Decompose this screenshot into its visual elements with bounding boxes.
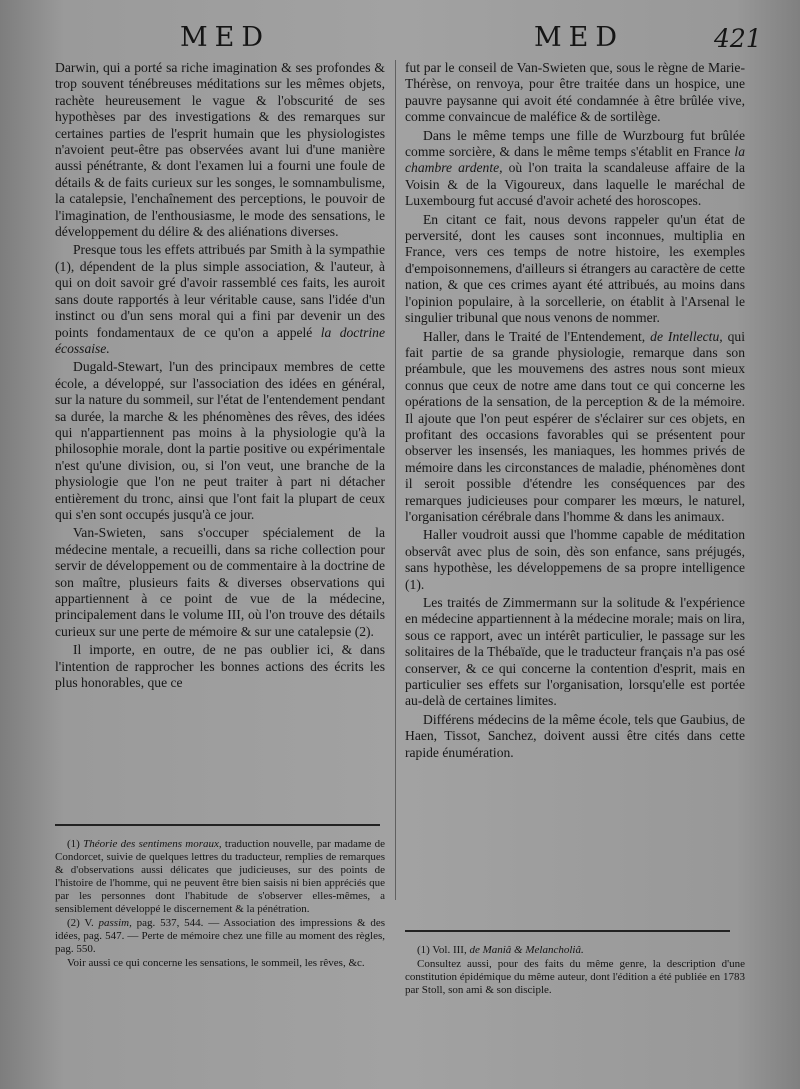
running-head-right: MED (534, 22, 625, 53)
paragraph (55, 242, 385, 357)
footnotes-left (55, 838, 385, 971)
paragraph: Haller voudroit aussi que l'homme capable de méditation observât avec plus de soin, dès son enfance, sans préjugés, sans hypothèse, les développemens de sa propre intelligence (1). (405, 527, 745, 592)
paragraph (405, 329, 745, 526)
footnote (55, 917, 385, 956)
footnote (405, 944, 745, 957)
paragraph: Les traités de Zimmermann sur la solitude & l'expérience en médecine appartiennent à la médecine morale; mais on lira, sous ce rapport, avec un intérêt particulier, le passage sur les solitaires de la Thébaïde, que le traducteur français n'a pas osé conserver, & ce qui concerne la contention d'esprit, mais en particulier ses effets sur l'organisation, lorsqu'elle est portée au-delà de certaines limites. (405, 595, 745, 709)
italic-phrase: la chambre ardente, (405, 144, 745, 176)
paragraph: En citant ce fait, nous devons rappeler qu'un état de perversité, dont les causes sont inconnues, multiplia en France, vers ces temps de notre histoire, les exemples d'empoisonnemens, d'ailleurs si étrangers au caractère de cette nation, & que ces crimes ayant été attribués, au moins dans l'opinion populaire, à la sorcellerie, on établit à l'Arsenal le singulier tribunal que nous venons de nommer. (405, 211, 745, 326)
footnote (55, 838, 385, 916)
footnote-text: traduction nouvelle, par madame de Condorcet, suivie de quelques lettres du traducteur, remplies de remarques & d'observations aussi délicates que judicieuses, sur des points de l'histoire de l'homme, qui ne peuvent être bien saisis ni bien appréciés que par les personnes dont l'habitude de s'observer elles-mêmes, a sensiblement développé le discernement & la pénétration. (55, 838, 385, 915)
paragraph: Différens médecins de la même école, tels que Gaubius, de Haen, Tissot, Sanchez, doivent aussi être cités dans cette rapide énumération. (405, 711, 745, 760)
paragraph-text: Dans le même temps une fille de Wurzbourg fut brûlée comme sorcière, & dans le même temps s'établit en France (405, 127, 745, 160)
paragraph-text: Presque tous les effets attribués par Smith à la sympathie (1), dépendent de la plus simple association, & l'auteur, à qui on doit savoir gré d'avoir rassemblé ces faits, les auroit sans doute rapportés à leur véritable cause, sans l'idée d'un instinct ou d'un sens moral qui a fini par devenir un des points fondamentaux de ce qu'on a appelé (55, 242, 385, 340)
italic-phrase: de Intellectu, (650, 328, 723, 344)
footnote-rule-left (55, 824, 380, 826)
footnote-rule-right (405, 930, 730, 932)
italic-phrase: passim, (98, 917, 132, 929)
right-column (405, 60, 745, 763)
footnote: Voir aussi ce qui concerne les sensations, le sommeil, les rêves, &c. (67, 957, 365, 969)
paragraph: Dugald-Stewart, l'un des principaux membres de cette école, a développé, sur l'association des idées en général, sur la nature du sommeil, sur l'état de l'entendement pendant sa durée, la marche & les phénomènes des rêves, des idées qui n'appartiennent pas moins à la physiologie qu'à la philosophie morale, dont la partie positive ou expérimentale n'est qu'une division, ou, si l'on veut, une branche de la physiologie que l'on ne peut traiter à part ni détacher entièrement du tronc, ainsi que l'ont fait la plupart de ceux qui s'en sont occupés jusqu'à ce jour. (55, 359, 385, 522)
paragraph: Il importe, en outre, de ne pas oublier ici, & dans l'intention de rapprocher les bonnes actions des écrits les plus honorables, que ce (55, 642, 385, 691)
paragraph: Darwin, qui a porté sa riche imagination & ses profondes & trop souvent ténébreuses méditations sur les mêmes objets, rachète heureusement le vague & l'obscurité de ses hypothèses par des investigations & des remarques sur certaines parties de l'esprit humain que les physiologistes n'avoient peut-être pas observées avant lui d'une manière aussi pénétrante, & dont l'examen lui a fourni une foule de détails & de faits curieux sur les songes, le somnambulisme, la catalepsie, l'enchaînement des perceptions, le pouvoir de l'imagination, de l'enthousiasme, le mode des sensations, le développement du délire & des aliénations diverses. (55, 60, 385, 240)
footnote-text: (2) V. (67, 917, 94, 929)
paragraph (405, 128, 745, 210)
paragraph: fut par le conseil de Van-Swieten que, sous le règne de Marie-Thérèse, on renvoya, pour être traitée dans un hospice, une pauvre paysanne qui avoit été condamnée à être brûlée vive, comme convaincue de maléfice & de sortilège. (405, 60, 745, 125)
italic-phrase: la doctrine écossaise. (55, 324, 385, 356)
column-divider (395, 60, 396, 900)
running-head-left: MED (180, 22, 271, 53)
paragraph-text: Haller, dans le Traité de l'Entendement, (423, 328, 646, 344)
left-column (55, 60, 385, 693)
italic-phrase: de Maniâ & Melancholiâ. (469, 944, 584, 956)
footnote-marker: (1) (67, 838, 80, 850)
footnotes-right (405, 944, 745, 998)
italic-phrase: Théorie des sentimens moraux, (83, 838, 222, 850)
paragraph-text: où l'on traita la scandaleuse affaire de la Voisin & de la Vigoureux, dans laquelle le maréchal de Luxembourg fut accusé d'avoir acheté des horoscopes. (405, 160, 745, 209)
paragraph: Van-Swieten, sans s'occuper spécialement de la médecine mentale, a recueilli, dans sa riche collection pour servir de développement ou de commentaire à la doctrine de son maître, plusieurs faits & diverses observations qui appartiennent à ce point de vue de la médecine, principalement dans le volume III, où l'on trouve des détails curieux sur une perte de mémoire & sur une catalepsie (2). (55, 525, 385, 639)
paragraph-text: qui fait partie de sa grande physiologie, remarque dans son préambule, que les mouvemens des astres nous sont mieux connus que ceux de notre ame dans tout ce qui concerne les opérations de la sensation, de la perception & de la mémoire. Il ajoute que l'on peut espérer de s'éclairer sur ces objets, en profitant des occasions favorables qui se présentent pour observer les insensés, les maniaques, les hommes privés de mémoire dans les circonstances de maladie, phénomènes dont il seroit possible d'étendre les conséquences par des remarques judicieuses pour comparer les mœurs, le naturel, l'organisation cérébrale dans l'homme & dans les animaux. (405, 328, 745, 524)
page-number: 421 (714, 24, 762, 53)
footnote: Consultez aussi, pour des faits du même genre, la description d'une constitution épidémique du même auteur, dont l'édition a été publiée en 1783 par Stoll, son ami & son disciple. (405, 958, 745, 996)
footnote-text: (1) Vol. III, (417, 944, 467, 956)
footnote-text: pag. 537, 544. — Association des impressions & des idées, pag. 547. — Perte de mémoire chez une fille au moment des règles, pag. 550. (55, 917, 386, 955)
